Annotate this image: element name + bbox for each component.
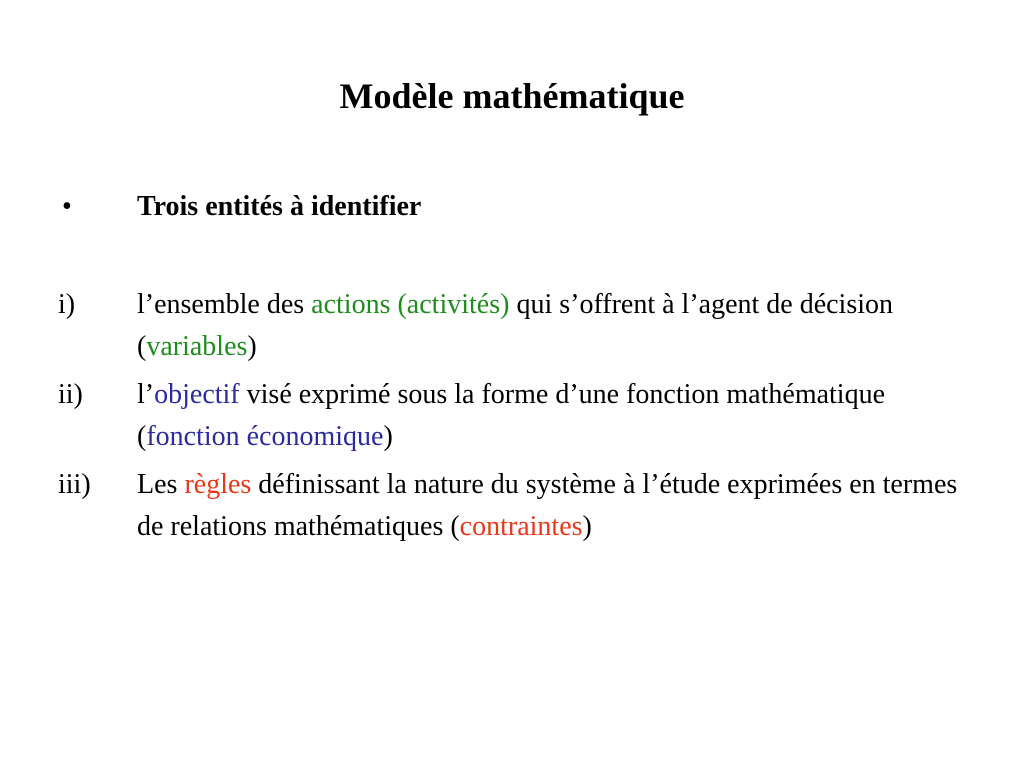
objective-term: objectif: [154, 379, 240, 410]
variables-term: variables: [146, 331, 248, 362]
economic-function-term: fonction économique: [146, 421, 384, 452]
item-ii-part-4: ): [383, 421, 393, 452]
bullet-marker: •: [62, 191, 72, 222]
item-ii-part-0: l’: [137, 379, 155, 410]
item-iii-part-0: Les: [137, 469, 185, 500]
item-iii-part-4: ): [582, 511, 592, 542]
item-i-part-4: ): [247, 331, 257, 362]
bullet-heading: Trois entités à identifier: [137, 191, 422, 222]
actions-term: actions (activités): [311, 289, 510, 320]
item-text-iii: [137, 464, 977, 548]
item-ii-part-2: visé exprimé sous la forme d’une fonction mathématique (: [137, 379, 886, 452]
slide-title: Modèle mathématique: [339, 76, 685, 116]
item-text-ii: [137, 374, 977, 458]
rules-term: règles: [184, 469, 252, 500]
item-marker-ii: ii): [58, 379, 83, 410]
item-text-i: [137, 284, 977, 368]
item-marker-iii: iii): [58, 469, 91, 500]
item-iii-part-2: définissant la nature du système à l’étude exprimées en termes de relations mathématiques (: [137, 469, 958, 542]
item-marker-i: i): [58, 289, 76, 320]
constraints-term: contraintes: [459, 511, 583, 542]
item-i-part-2: qui s’offrent à l’agent de décision (: [137, 289, 894, 362]
item-i-part-0: l’ensemble des: [137, 289, 312, 320]
